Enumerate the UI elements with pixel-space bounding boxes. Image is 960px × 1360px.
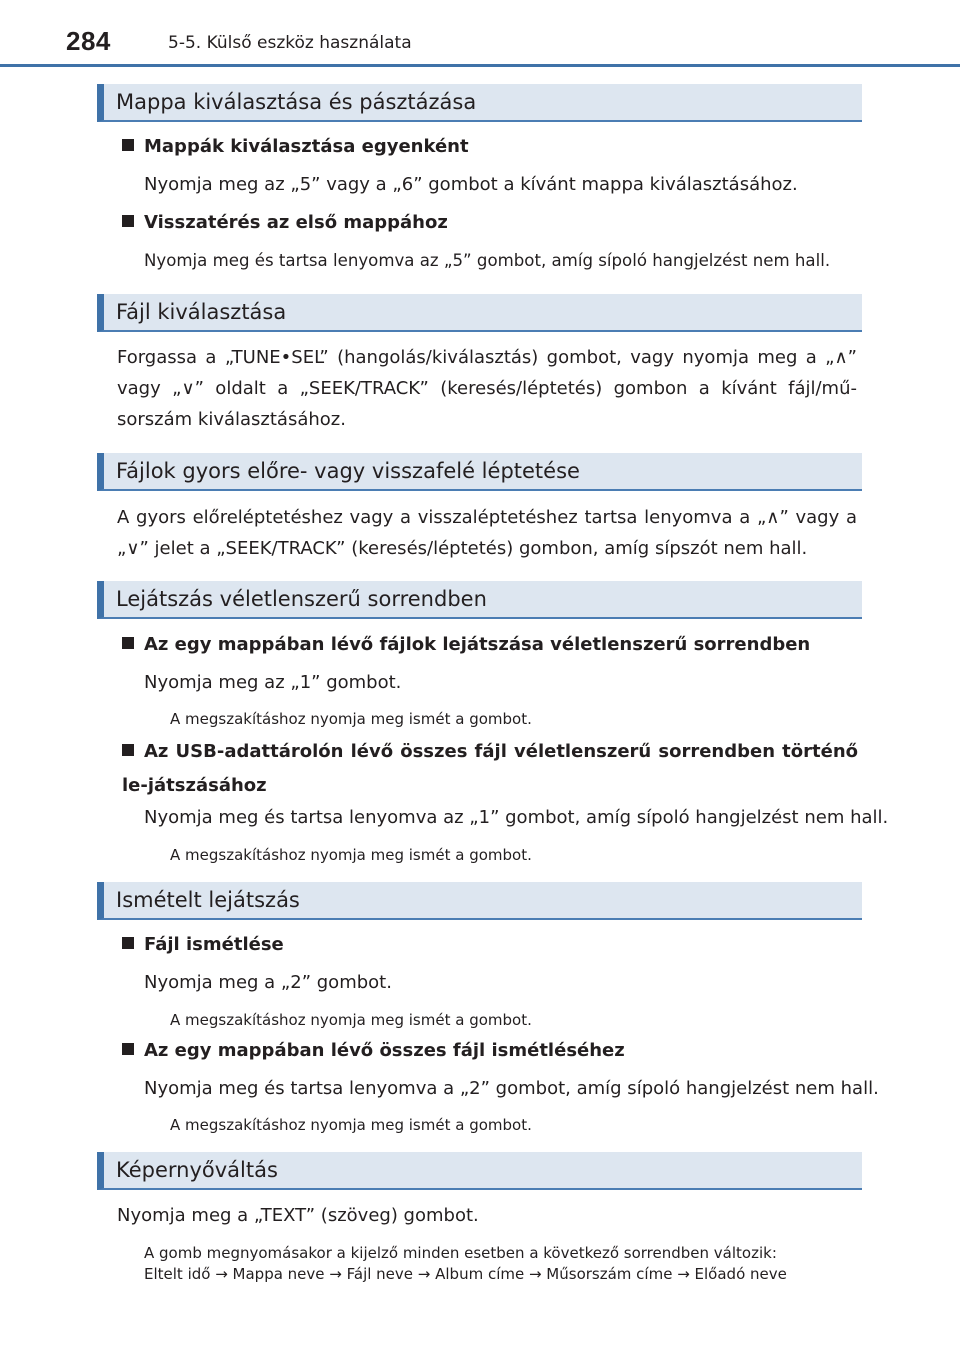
paragraph: Nyomja meg az „5” vagy a „6” gombot a kívánt mappa kiválasztásához. [144, 174, 798, 195]
paragraph: Nyomja meg és tartsa lenyomva az „1” gombot, amíg sípoló hangjelzést nem hall. [144, 807, 889, 828]
paragraph: Nyomja meg az „1” gombot. [144, 672, 402, 693]
note: Eltelt idő → Mappa neve → Fájl neve → Album címe → Műsorszám címe → Előadó neve [144, 1265, 787, 1283]
subheading-random-folder: Az egy mappában lévő fájlok lejátszása véletlenszerű sorrendben [122, 634, 810, 655]
section-heading-repeat-play: Ismételt lejátszás [97, 882, 862, 920]
section-heading-fast-forward: Fájlok gyors előre- vagy visszafelé léptetése [97, 453, 862, 491]
subheading-repeat-folder: Az egy mappában lévő összes fájl ismétléséhez [122, 1040, 625, 1061]
section-heading-display-switch: Képernyőváltás [97, 1152, 862, 1190]
subheading-repeat-file: Fájl ismétlése [122, 934, 284, 955]
section-heading-file-select: Fájl kiválasztása [97, 294, 862, 332]
note: A megszakításhoz nyomja meg ismét a gombot. [170, 1011, 532, 1029]
square-bullet-icon [122, 215, 134, 227]
page-header [0, 0, 960, 68]
square-bullet-icon [122, 937, 134, 949]
section-heading-folder-select: Mappa kiválasztása és pásztázása [97, 84, 862, 122]
subheading-random-usb: Az USB-adattárolón lévő összes fájl véletlenszerű sorrendben történő le-játszásához [122, 741, 858, 796]
page-number: 284 [66, 26, 111, 56]
paragraph: Nyomja meg a „2” gombot. [144, 972, 392, 993]
subheading-select-folders: Mappák kiválasztása egyenként [122, 136, 469, 157]
square-bullet-icon [122, 1043, 134, 1055]
section-heading-random-play: Lejátszás véletlenszerű sorrendben [97, 581, 862, 619]
square-bullet-icon [122, 637, 134, 649]
chapter-title: 5-5. Külső eszköz használata [168, 33, 412, 53]
paragraph: Nyomja meg a „TEXT” (szöveg) gombot. [117, 1205, 479, 1226]
paragraph: A gyors előreléptetéshez vagy a visszaléptetéshez tartsa lenyomva a „∧” vagy a „∨” jelet a „SEEK/TRACK” (keresés/léptetés) gombon, amíg sípszót nem hall. [117, 507, 857, 559]
note: A megszakításhoz nyomja meg ismét a gombot. [170, 710, 532, 728]
paragraph: Nyomja meg és tartsa lenyomva az „5” gombot, amíg sípoló hangjelzést nem hall. [144, 251, 831, 270]
paragraph: Forgassa a „TUNE•SEL” (hangolás/kiválasztás) gombot, vagy nyomja meg a „∧” vagy „∨” oldalt a „SEEK/TRACK” (keresés/léptetés) gombon a kívánt fájl/mű-sorszám kiválasztásához. [117, 347, 857, 430]
note: A megszakításhoz nyomja meg ismét a gombot. [170, 1116, 532, 1134]
note: A gomb megnyomásakor a kijelző minden esetben a következő sorrendben változik: [144, 1244, 777, 1262]
square-bullet-icon [122, 139, 134, 151]
subheading-return-first-folder: Visszatérés az első mappához [122, 212, 448, 233]
note: A megszakításhoz nyomja meg ismét a gombot. [170, 846, 532, 864]
header-divider [0, 64, 960, 67]
square-bullet-icon [122, 744, 134, 756]
paragraph: Nyomja meg és tartsa lenyomva a „2” gombot, amíg sípoló hangjelzést nem hall. [144, 1078, 879, 1099]
